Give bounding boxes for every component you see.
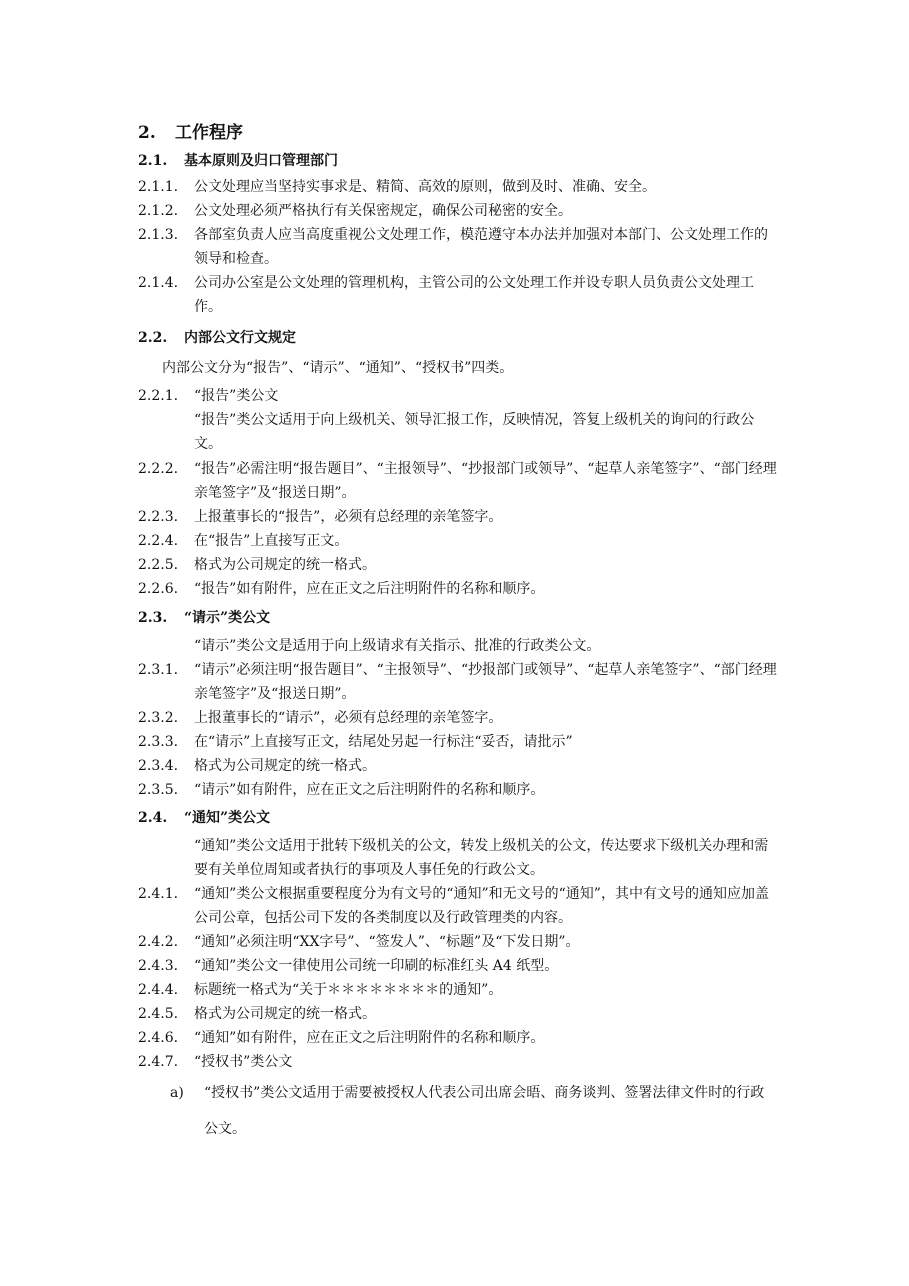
clause-text: 上报董事长的“请示”，必须有总经理的亲笔签字。 <box>194 710 503 726</box>
clause-2-3-4 <box>138 754 778 778</box>
subsection-intro: “通知”类公文适用于批转下级机关的公文，转发上级机关的公文，传达要求下级机关办理和需要有关单位周知或者执行的事项及人事任免的行政公文。 <box>194 838 769 878</box>
clause-text: “报告”如有附件，应在正文之后注明附件的名称和顺序。 <box>194 581 545 597</box>
clause-number: 2.2.4. <box>138 533 179 549</box>
clause-2-4-2 <box>138 930 778 954</box>
sub-item-marker: a) <box>170 1085 184 1101</box>
clause-number: 2.2.2. <box>138 461 179 477</box>
clause-2-4-1 <box>138 882 778 930</box>
clause-2-2-5 <box>138 553 778 577</box>
clause-2-1-4 <box>138 271 778 319</box>
clause-2-2-4 <box>138 529 778 553</box>
clause-number: 2.2.3. <box>138 509 179 525</box>
clause-text: 格式为公司规定的统一格式。 <box>194 1006 376 1022</box>
clause-2-1-1 <box>138 175 778 199</box>
sub-item-a <box>170 1075 778 1147</box>
clause-text: 在“请示”上直接写正文，结尾处另起一行标注“妥否，请批示” <box>194 734 573 750</box>
sub-item-text: “授权书”类公文适用于需要被授权人代表公司出席会晤、商务谈判、签署法律文件时的行政公文。 <box>204 1085 765 1137</box>
clause-number: 2.4.2. <box>138 934 179 950</box>
clause-number: 2.2.1. <box>138 388 179 404</box>
clause-number: 2.4.1. <box>138 886 179 902</box>
clause-text: “请示”必须注明“报告题目”、“主报领导”、“抄报部门或领导”、“起草人亲笔签字”、“部门经理亲笔签字”及“报送日期”。 <box>194 662 777 702</box>
subsection-number: 2.1. <box>138 153 168 169</box>
clause-2-2-1 <box>138 384 778 408</box>
clause-number: 2.4.5. <box>138 1006 179 1022</box>
subsection-title: “请示”类公文 <box>184 610 271 626</box>
clause-number: 2.2.6. <box>138 581 179 597</box>
subsection-intro: “请示”类公文是适用于向上级请求有关指示、批准的行政类公文。 <box>194 638 601 654</box>
clause-number: 2.3.1. <box>138 662 179 678</box>
subsection-number: 2.4. <box>138 810 168 826</box>
clause-number: 2.3.2. <box>138 710 179 726</box>
clause-text: 公文处理应当坚持实事求是、精简、高效的原则，做到及时、准确、安全。 <box>194 179 656 195</box>
clause-number: 2.4.6. <box>138 1030 179 1046</box>
clause-text: 格式为公司规定的统一格式。 <box>194 557 376 573</box>
clause-number: 2.1.3. <box>138 227 179 243</box>
clause-text: “授权书”类公文 <box>194 1054 293 1070</box>
clause-number: 2.4.4. <box>138 982 179 998</box>
clause-text: 格式为公司规定的统一格式。 <box>194 758 376 774</box>
clause-text: 各部室负责人应当高度重视公文处理工作，模范遵守本办法并加强对本部门、公文处理工作的领导和检查。 <box>194 227 768 267</box>
subsection-intro: 内部公文分为“报告”、“请示”、“通知”、“授权书”四类。 <box>162 360 514 376</box>
clause-2-3-1 <box>138 658 778 706</box>
clause-number: 2.4.3. <box>138 958 179 974</box>
subsection-title: “通知”类公文 <box>184 810 271 826</box>
clause-text: “报告”类公文 <box>194 388 279 404</box>
clause-text: “通知”类公文一律使用公司统一印刷的标准红头 A4 纸型。 <box>194 958 559 974</box>
clause-2-4-4 <box>138 978 778 1002</box>
clause-2-4-7 <box>138 1050 778 1074</box>
subsection-title: 内部公文行文规定 <box>184 330 296 346</box>
clause-2-3-2 <box>138 706 778 730</box>
clause-2-2-2 <box>138 457 778 505</box>
clause-number: 2.1.1. <box>138 179 179 195</box>
clause-2-1-2 <box>138 199 778 223</box>
clause-text: 在“报告”上直接写正文。 <box>194 533 349 549</box>
section-title: 工作程序 <box>175 123 243 143</box>
clause-text: 公文处理必须严格执行有关保密规定，确保公司秘密的安全。 <box>194 203 572 219</box>
clause-text: 标题统一格式为“关于＊＊＊＊＊＊＊＊的通知”。 <box>194 982 503 998</box>
subsection-heading-2-4 <box>138 807 270 827</box>
subsection-heading-2-3 <box>138 607 270 627</box>
subsection-number: 2.2. <box>138 330 168 346</box>
clause-text: “通知”类公文根据重要程度分为有文号的“通知”和无文号的“通知”，其中有文号的通知应加盖公司公章，包括公司下发的各类制度以及行政管理类的内容。 <box>194 886 769 926</box>
clause-number: 2.3.5. <box>138 782 179 798</box>
subsection-number: 2.3. <box>138 610 168 626</box>
clause-2-2-3 <box>138 505 778 529</box>
clause-2-4-6 <box>138 1026 778 1050</box>
clause-2-4-5 <box>138 1002 778 1026</box>
clause-text: “请示”如有附件，应在正文之后注明附件的名称和顺序。 <box>194 782 545 798</box>
subsection-title: 基本原则及归口管理部门 <box>184 153 338 169</box>
clause-text: 公司办公室是公文处理的管理机构，主管公司的公文处理工作并设专职人员负责公文处理工作。 <box>194 275 754 315</box>
section-heading <box>138 118 243 143</box>
clause-2-1-3 <box>138 223 778 271</box>
clause-number: 2.3.4. <box>138 758 179 774</box>
subsection-heading-2-2 <box>138 327 296 347</box>
clause-2-2-1-body: “报告”类公文适用于向上级机关、领导汇报工作，反映情况，答复上级机关的询问的行政公文。 <box>194 412 755 452</box>
clause-number: 2.2.5. <box>138 557 179 573</box>
clause-number: 2.1.2. <box>138 203 179 219</box>
clause-number: 2.4.7. <box>138 1054 179 1070</box>
clause-text: “通知”如有附件，应在正文之后注明附件的名称和顺序。 <box>194 1030 545 1046</box>
clause-2-3-5 <box>138 778 778 802</box>
clause-2-3-3 <box>138 730 778 754</box>
clause-number: 2.3.3. <box>138 734 179 750</box>
clause-number: 2.1.4. <box>138 275 179 291</box>
subsection-heading-2-1 <box>138 150 338 170</box>
clause-text: “报告”必需注明“报告题目”、“主报领导”、“抄报部门或领导”、“起草人亲笔签字”、“部门经理亲笔签字”及“报送日期”。 <box>194 461 777 501</box>
clause-2-2-6 <box>138 577 778 601</box>
clause-text: “通知”必须注明“XX字号”、“签发人”、“标题”及“下发日期”。 <box>194 934 580 950</box>
clause-text: 上报董事长的“报告”，必须有总经理的亲笔签字。 <box>194 509 503 525</box>
section-number: 2. <box>138 123 156 143</box>
clause-2-4-3 <box>138 954 778 978</box>
